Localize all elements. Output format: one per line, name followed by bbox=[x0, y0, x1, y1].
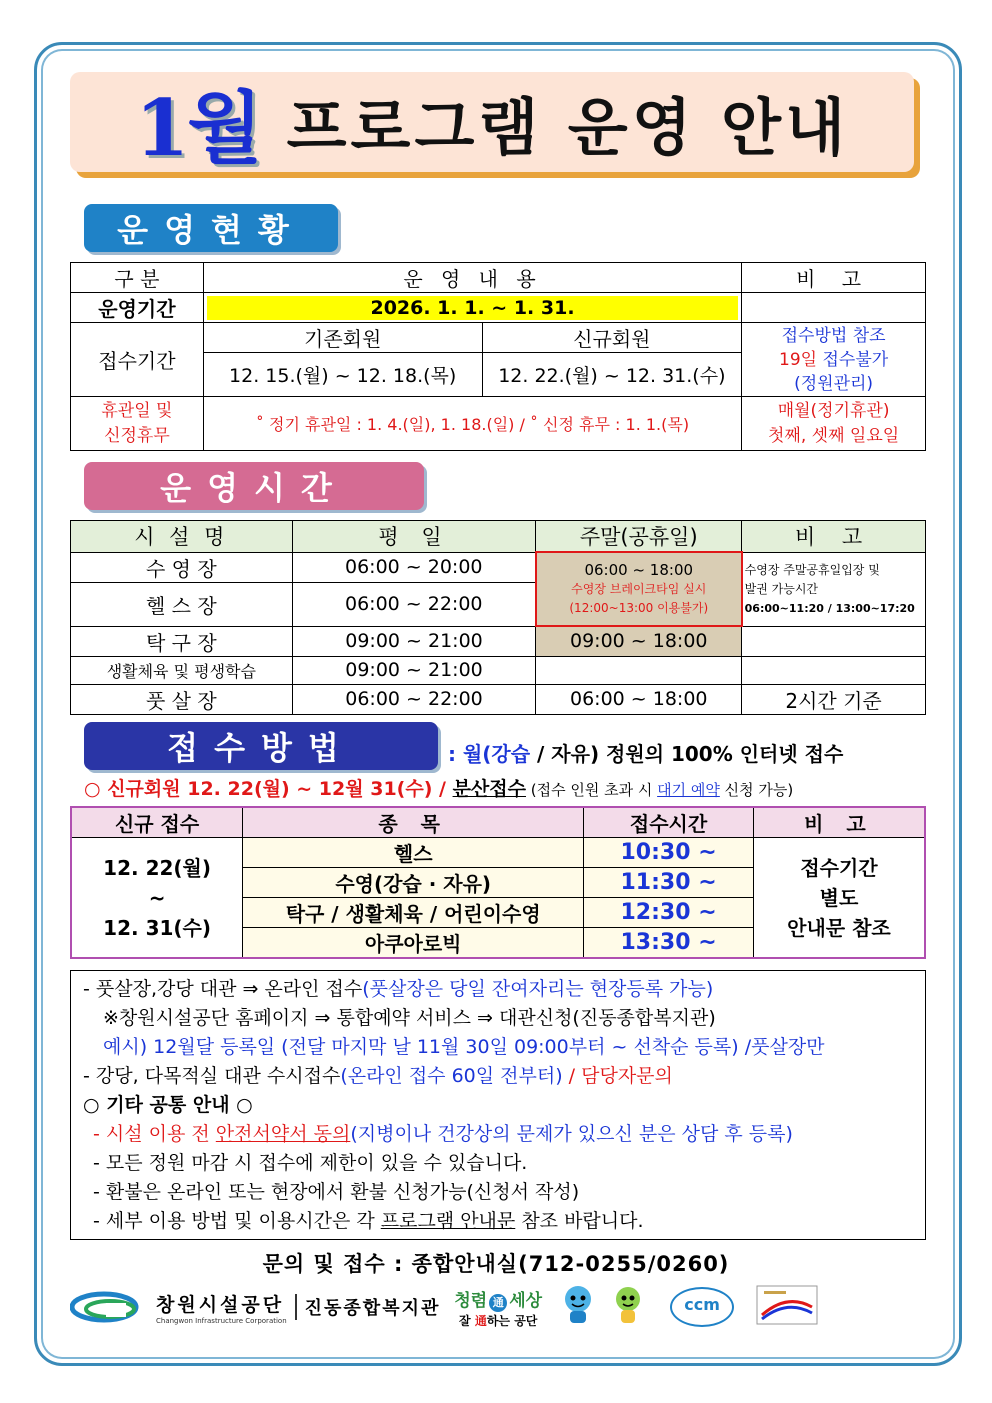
weekend-hours bbox=[536, 656, 742, 684]
org-logo-icon bbox=[70, 1287, 148, 1327]
section-heading-reception: 접수방법 bbox=[84, 722, 438, 770]
weekend-hours: 09:00 ~ 18:00 bbox=[536, 626, 742, 656]
reception-time: 10:30 ~ bbox=[584, 838, 754, 868]
certification-icon bbox=[756, 1285, 818, 1329]
facility-name: 헬 스 장 bbox=[71, 582, 293, 626]
program-item: 탁구 / 생활체육 / 어린이수영 bbox=[243, 898, 584, 928]
contact-info: 문의 및 접수 : 종합안내실(712-0255/0260) bbox=[262, 1252, 730, 1276]
org-name-en: Changwon Infrastructure Corporation bbox=[156, 1316, 287, 1325]
col-header: 비 고 bbox=[742, 263, 926, 293]
page-title bbox=[70, 72, 914, 172]
notes-box bbox=[70, 970, 926, 1240]
col-header: 시 설 명 bbox=[71, 521, 293, 553]
col-header: 구 분 bbox=[71, 263, 204, 293]
weekday-hours: 06:00 ~ 22:00 bbox=[292, 684, 536, 714]
futsal-note: 2시간 기준 bbox=[742, 684, 926, 714]
facility-name: 풋 살 장 bbox=[71, 684, 293, 714]
closed-value: ˚ 정기 휴관일 : 1. 4.(일), 1. 18.(일) / ˚ 신정 휴무 : 1. 1.(목) bbox=[203, 397, 741, 451]
program-item: 헬스 bbox=[243, 838, 584, 868]
reception-table bbox=[70, 806, 926, 959]
col-header: 평 일 bbox=[292, 521, 536, 553]
status-table bbox=[70, 262, 926, 451]
col-header: 신규 접수 bbox=[71, 807, 243, 838]
weekday-hours: 06:00 ~ 22:00 bbox=[292, 582, 536, 626]
reception-time: 13:30 ~ bbox=[584, 928, 754, 959]
weekend-hours: 06:00 ~ 18:00 bbox=[536, 684, 742, 714]
reception-subtitle: : 월(강습 / 자유) 정원의 100% 인터넷 접수 bbox=[448, 742, 844, 766]
section-heading-hours: 운영시간 bbox=[84, 462, 424, 510]
reception-note: 접수방법 참조 19일 접수불가 (정원관리) bbox=[742, 323, 926, 397]
col-header: 비 고 bbox=[742, 521, 926, 553]
note-line: - 풋살장,강당 대관 ⇒ 온라인 접수(풋살장은 당일 잔여자리는 현장등록 가능) bbox=[83, 978, 714, 1000]
note-line: 예시) 12월달 등록일 (전달 마지막 날 11월 30일 09:00부터 ~ 선착순 등록) /풋살장만 bbox=[103, 1036, 825, 1058]
slogan: 청렴 通 세상 잘 通하는 공단 bbox=[454, 1290, 543, 1328]
pool-note: 수영장 주말공휴일입장 및 발권 가능시간 06:00~11:20 / 13:00~17:20 bbox=[742, 552, 926, 626]
center-name: 진동종합복지관 bbox=[304, 1298, 441, 1319]
pool-weekend-cell: 06:00 ~ 18:00 수영장 브레이크타임 실시 (12:00~13:00 이용불가) bbox=[536, 552, 742, 626]
ccm-logo-icon: ccm bbox=[670, 1287, 734, 1327]
new-period: 12. 22.(월) ~ 12. 31.(수) bbox=[482, 353, 742, 397]
org-name-block bbox=[156, 1290, 287, 1325]
col-header: 비 고 bbox=[753, 807, 925, 838]
reception-time: 11:30 ~ bbox=[584, 868, 754, 898]
facility-name: 탁 구 장 bbox=[71, 626, 293, 656]
col-header: 운 영 내 용 bbox=[203, 263, 741, 293]
weekday-hours: 06:00 ~ 20:00 bbox=[292, 552, 536, 582]
facility-name: 생활체육 및 평생학습 bbox=[71, 656, 293, 684]
title-month: 1월 bbox=[135, 83, 261, 174]
existing-label: 기존회원 bbox=[203, 323, 482, 353]
existing-period: 12. 15.(월) ~ 12. 18.(목) bbox=[203, 353, 482, 397]
row-label: 접수기간 bbox=[71, 323, 204, 397]
row-label: 운영기간 bbox=[71, 293, 204, 323]
org-name: 창원시설공단 bbox=[156, 1293, 285, 1316]
note-subheading: ○ 기타 공통 안내 ○ bbox=[83, 1094, 253, 1116]
new-label: 신규회원 bbox=[482, 323, 742, 353]
reception-dates: 12. 22(월) ~ 12. 31(수) bbox=[71, 838, 243, 959]
divider bbox=[295, 1294, 297, 1320]
reception-note: 접수기간 별도 안내문 참조 bbox=[753, 838, 925, 959]
weekday-hours: 09:00 ~ 21:00 bbox=[292, 626, 536, 656]
closed-note: 매월(정기휴관) 첫째, 셋째 일요일 bbox=[742, 397, 926, 451]
weekday-hours: 09:00 ~ 21:00 bbox=[292, 656, 536, 684]
note-line: - 모든 정원 마감 시 접수에 제한이 있을 수 있습니다. bbox=[93, 1152, 528, 1174]
note-line: - 강당, 다목적실 대관 수시접수(온라인 접수 60일 전부터) / 담당자문의 bbox=[83, 1065, 673, 1087]
note-line: - 세부 이용 방법 및 이용시간은 각 프로그램 안내문 참조 바랍니다. bbox=[93, 1210, 644, 1232]
new-member-line: ○ 신규회원 12. 22(월) ~ 12월 31(수) / 분산접수 (접수 인원 초과 시 대기 예약 신청 가능) bbox=[84, 778, 794, 800]
mascot-green-icon bbox=[608, 1283, 648, 1331]
closed-label: 휴관일 및 신정휴무 bbox=[71, 397, 204, 451]
col-header: 주말(공휴일) bbox=[536, 521, 742, 553]
reception-time: 12:30 ~ bbox=[584, 898, 754, 928]
period-value: 2026. 1. 1. ~ 1. 31. bbox=[207, 296, 738, 320]
col-header: 종 목 bbox=[243, 807, 584, 838]
col-header: 접수시간 bbox=[584, 807, 754, 838]
note-line: ※창원시설공단 홈페이지 ⇒ 통합예약 서비스 ⇒ 대관신청(진동종합복지관) bbox=[103, 1007, 716, 1029]
facility-name: 수 영 장 bbox=[71, 552, 293, 582]
note-line: - 시설 이용 전 안전서약서 동의(지병이나 건강상의 문제가 있으신 분은 상담 후 등록) bbox=[93, 1123, 793, 1145]
hours-table bbox=[70, 520, 926, 715]
program-item: 수영(강습 · 자유) bbox=[243, 868, 584, 898]
section-heading-status: 운영현황 bbox=[84, 204, 338, 252]
note-line: - 환불은 온라인 또는 현장에서 환불 신청가능(신청서 작성) bbox=[93, 1181, 580, 1203]
footer bbox=[70, 1282, 930, 1332]
title-text: 프로그램 운영 안내 bbox=[286, 90, 849, 164]
program-item: 아쿠아로빅 bbox=[243, 928, 584, 959]
mascot-blue-icon bbox=[558, 1283, 598, 1331]
